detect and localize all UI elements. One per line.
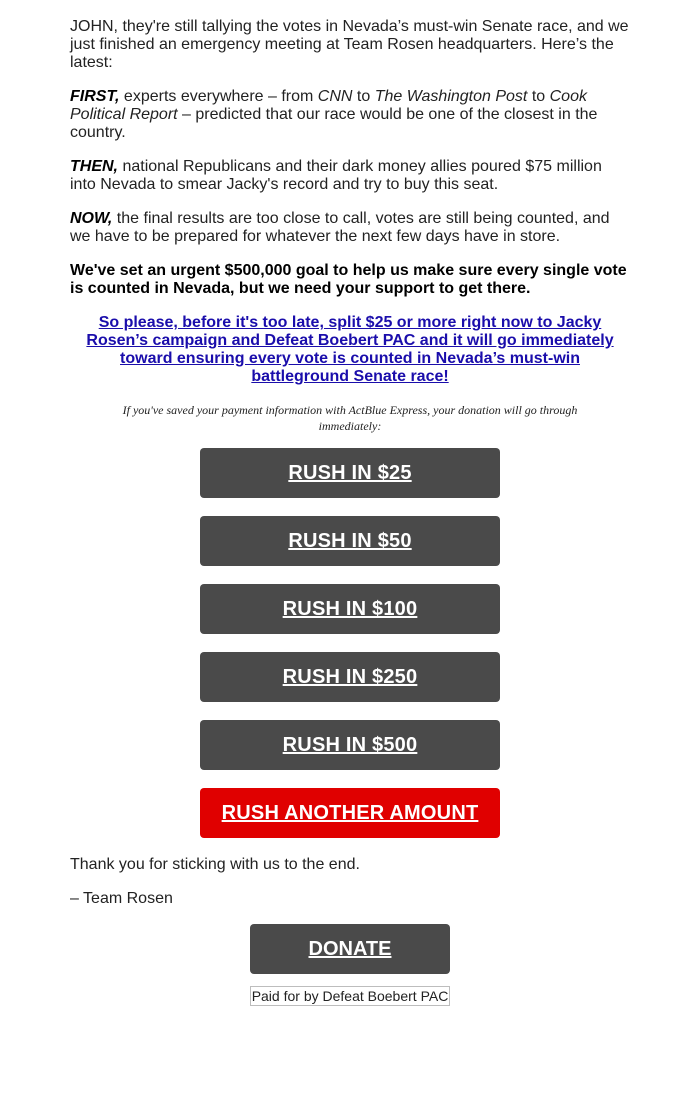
then-lead: THEN, [70, 158, 118, 175]
paid-for-disclaimer: Paid for by Defeat Boebert PAC [251, 988, 449, 1004]
first-text-4: – predicted that our race would be one of the closest in the country. [70, 106, 598, 141]
email-body [70, 0, 630, 1006]
first-text-1: experts everywhere – from [119, 88, 318, 105]
first-text-2: to [352, 88, 375, 105]
donate-cta-link[interactable]: So please, before it's too late, split $25 or more right now to Jacky Rosen’s campaign and Defeat Boebert PAC and it will go immediately toward ensuring every vote is counted in Nevada’s must-win battleground Senate race! [86, 314, 614, 385]
rush-250-button[interactable]: RUSH IN $250 [200, 652, 500, 702]
rush-50-button[interactable]: RUSH IN $50 [200, 516, 500, 566]
cook-text: Cook Political Report [70, 88, 587, 123]
goal-paragraph: We've set an urgent $500,000 goal to help us make sure every single vote is counted in Nevada, but we need your support to get there. [70, 262, 627, 297]
donate-button[interactable]: DONATE [250, 924, 450, 974]
then-text: national Republicans and their dark money allies poured $75 million into Nevada to smear Jacky's record and try to buy this seat. [70, 158, 602, 193]
actblue-express-note: If you've saved your payment information with ActBlue Express, your donation will go through immediately: [122, 403, 578, 433]
signoff-text: – Team Rosen [70, 890, 173, 907]
now-lead: NOW, [70, 210, 113, 227]
rush-500-button[interactable]: RUSH IN $500 [200, 720, 500, 770]
now-text: the final results are too close to call, votes are still being counted, and we have to be prepared for whatever the next few days have in store. [70, 210, 610, 245]
rush-25-button[interactable]: RUSH IN $25 [200, 448, 500, 498]
first-text-3: to [527, 88, 550, 105]
rush-100-button[interactable]: RUSH IN $100 [200, 584, 500, 634]
then-paragraph [70, 158, 630, 194]
rush-another-amount-button[interactable]: RUSH ANOTHER AMOUNT [200, 788, 500, 838]
wapo-text: The Washington Post [374, 88, 528, 105]
thanks-text: Thank you for sticking with us to the end. [70, 856, 360, 873]
first-lead: FIRST, [70, 88, 120, 105]
cnn-text: CNN [317, 88, 353, 105]
now-paragraph [70, 210, 630, 246]
first-paragraph [70, 88, 630, 142]
intro-paragraph: JOHN, they're still tallying the votes in Nevada’s must-win Senate race, and we just finished an emergency meeting at Team Rosen headquarters. Here’s the latest: [70, 18, 629, 71]
